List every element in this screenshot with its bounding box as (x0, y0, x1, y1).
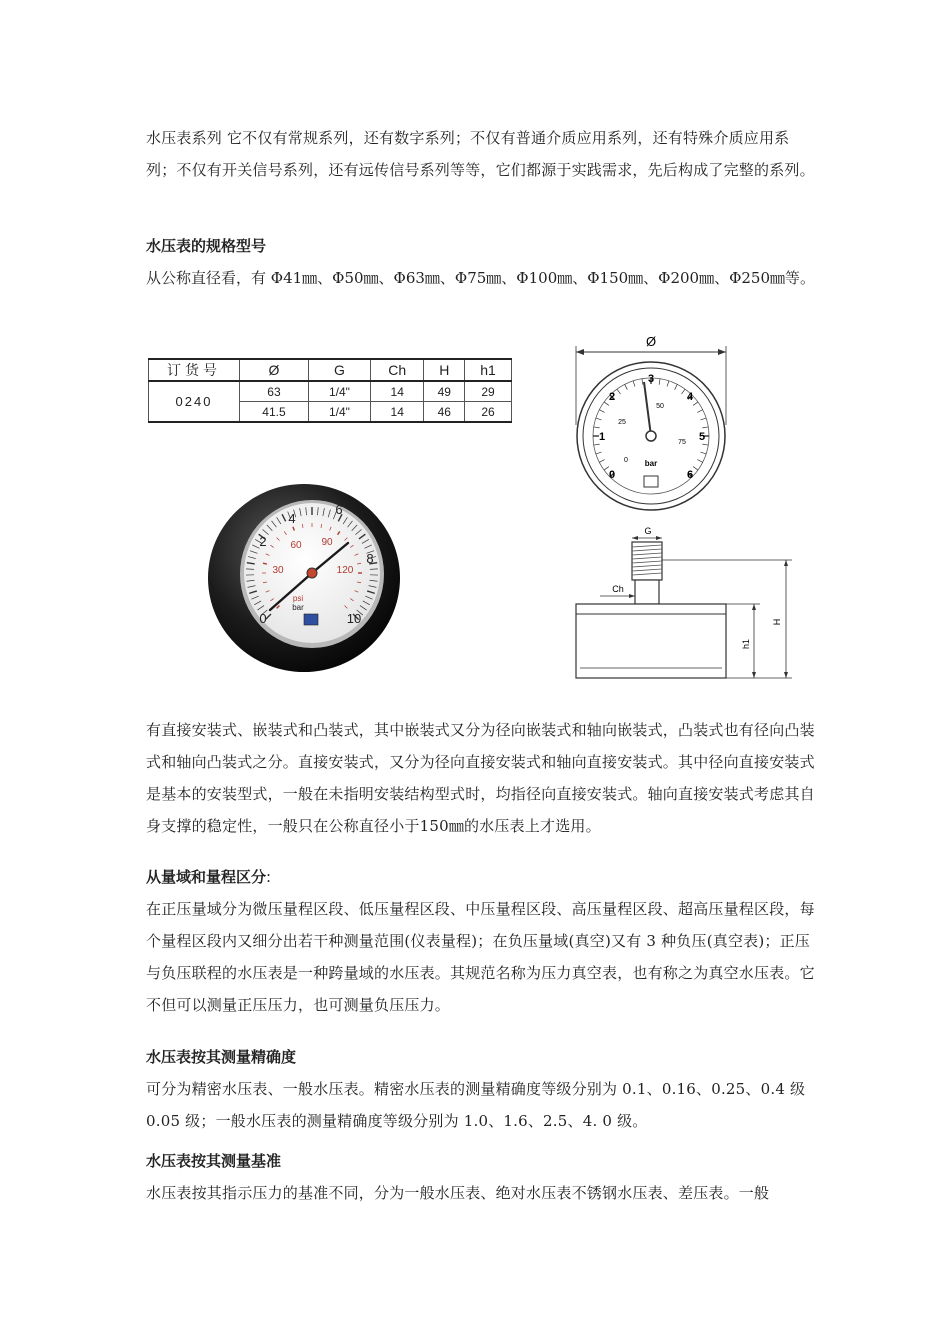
g-label: G (644, 526, 652, 536)
tick-mark (675, 384, 678, 389)
tick-mark (700, 452, 706, 454)
range-paragraph: 在正压量域分为微压量程区段、低压量程区段、中压量程区段、高压量程区段、超高压量程区段，每个量程区段内又细分出若干种测量范围(仪表量程)；在负压量域(真空)又有 3 种负压(真空表)；正压与负压联程的水压表是一种跨量域的水压表。其规范名称为压力真空表，也有称之为真空水压表。它不但可以测量正压压力，也可测量负压压力。 (146, 900, 815, 1014)
h1-label: h1 (741, 638, 751, 650)
gauge-side-drawing (560, 520, 810, 690)
needle-pivot (646, 431, 656, 441)
ch-label: Ch (612, 584, 624, 594)
tick-mark (625, 384, 628, 389)
scale-label: 6 (686, 469, 694, 481)
unit-label: bar (644, 459, 658, 468)
tick-mark (682, 389, 686, 394)
header-h1: h1 (465, 359, 512, 381)
gauge-front-drawing (560, 330, 810, 520)
scale-label: 3 (647, 373, 655, 385)
bar-scale-label: 4 (288, 511, 296, 526)
tick-mark (697, 410, 702, 413)
header-g: G (308, 359, 370, 381)
tick-mark (599, 460, 604, 463)
tick-mark (594, 427, 600, 428)
logo-icon (644, 476, 658, 487)
needle (644, 382, 651, 436)
scale-label-inner: 75 (678, 439, 686, 446)
table-cell: 1/4" (308, 402, 370, 423)
range-heading: 从量域和量程区分: (146, 868, 272, 886)
header-order-no: 订货号 (149, 359, 240, 381)
table-cell: 49 (424, 381, 465, 402)
tick-mark (633, 381, 635, 387)
tick-mark (700, 418, 706, 420)
spec-table (148, 358, 512, 423)
tick-mark (594, 444, 600, 445)
tick-mark (693, 467, 698, 471)
tick-mark (693, 402, 698, 406)
tick-mark (702, 444, 708, 445)
tick-mark (596, 418, 602, 420)
scale-label-inner: 0 (624, 457, 628, 464)
scale-label: 5 (698, 431, 706, 443)
table-header-row (149, 359, 512, 381)
table-cell: 41.5 (240, 402, 309, 423)
table-cell: 26 (465, 402, 512, 423)
bar-scale-label: 6 (335, 502, 343, 517)
bar-scale-label: 8 (366, 551, 374, 566)
table-cell: 29 (465, 381, 512, 402)
tick-mark (596, 452, 602, 454)
tick-mark (642, 379, 643, 385)
tick-mark (667, 381, 669, 387)
diameter-label: Ø (645, 334, 657, 349)
header-ch: Ch (370, 359, 423, 381)
tick-mark (659, 379, 660, 385)
table-cell: 14 (370, 402, 423, 423)
bar-scale-label: 0 (259, 611, 267, 626)
logo-icon (304, 614, 318, 625)
bar-scale-label: 10 (346, 611, 362, 626)
table-cell: 63 (240, 381, 309, 402)
reference-heading: 水压表按其测量基准 (146, 1152, 282, 1170)
psi-scale-label: 60 (290, 540, 302, 551)
scale-label: 2 (608, 391, 616, 403)
header-h: H (424, 359, 465, 381)
order-no-cell: 0240 (149, 381, 240, 422)
tick-mark (263, 563, 267, 564)
reference-paragraph: 水压表按其指示压力的基准不同，分为一般水压表、绝对水压表不锈钢水压表、差压表。一般 (146, 1184, 770, 1202)
gauge-photo (200, 478, 420, 684)
scale-label: 4 (686, 391, 694, 403)
table-row (149, 381, 512, 402)
psi-scale-label: 30 (272, 565, 284, 576)
install-paragraph: 有直接安装式、嵌装式和凸装式，其中嵌装式又分为径向嵌装式和轴向嵌装式，凸装式也有径向凸装式和轴向凸装式之分。直接安装式，又分为径向直接安装式和轴向直接安装式。其中径向直接安装式是基本的安装型式，一般在未指明安装结构型式时，均指径向直接安装式。轴向直接安装式考虑其自身支撑的稳定性，一般只在公称直径小于150㎜的水压表上才选用。 (146, 721, 815, 835)
table-cell: 1/4" (308, 381, 370, 402)
scale-label: 0 (608, 469, 616, 481)
psi-scale-label: 120 (336, 565, 354, 576)
tick-mark (599, 410, 604, 413)
scale-label-inner: 50 (656, 403, 664, 410)
bar-unit: bar (292, 603, 304, 612)
bar-scale-label: 2 (259, 534, 267, 549)
tick-mark (617, 389, 621, 394)
tick-mark (702, 427, 708, 428)
needle-pivot (307, 568, 317, 578)
accuracy-heading: 水压表按其测量精确度 (146, 1048, 297, 1066)
tick-mark (697, 460, 702, 463)
psi-scale-label: 90 (321, 537, 333, 548)
h-label: H (772, 618, 782, 626)
table-cell: 14 (370, 381, 423, 402)
scale-label-inner: 25 (618, 419, 626, 426)
accuracy-paragraph: 可分为精密水压表、一般水压表。精密水压表的测量精确度等级分别为 0.1、0.16、0.25、0.4 级 0.05 级；一般水压表的测量精确度等级分别为 1.0、1.6、2.5、4. 0 级。 (146, 1080, 806, 1130)
spec-heading: 水压表的规格型号 (146, 237, 267, 255)
intro-paragraph: 水压表系列 它不仅有常规系列，还有数字系列；不仅有普通介质应用系列，还有特殊介质应用系列；不仅有开关信号系列，还有远传信号系列等等，它们都源于实践需求，先后构成了完整的系列。 (146, 129, 815, 179)
scale-label: 1 (598, 431, 606, 443)
table-cell: 46 (424, 402, 465, 423)
spec-text: 从公称直径看，有 Φ41㎜、Φ50㎜、Φ63㎜、Φ75㎜、Φ100㎜、Φ150㎜、Φ200㎜、Φ250㎜等。 (146, 269, 816, 287)
header-diameter: Ø (240, 359, 309, 381)
psi-unit: psi (292, 594, 304, 603)
